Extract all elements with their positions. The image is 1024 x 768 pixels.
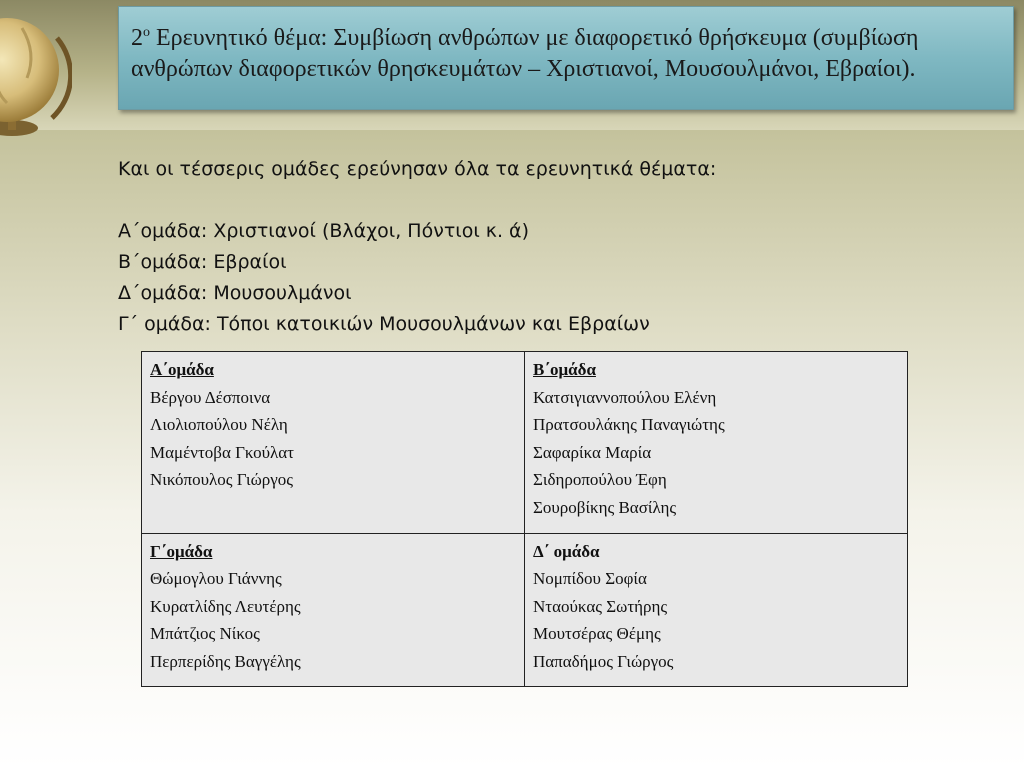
table-row bbox=[142, 533, 908, 686]
assignment-line: Γ΄ ομάδα: Τόποι κατοικιών Μουσουλμάνων και Εβραίων bbox=[118, 313, 650, 335]
member-name: Κυρατλίδης Λευτέρης bbox=[150, 596, 301, 616]
member-name: Σιδηροπούλου Έφη bbox=[533, 470, 667, 489]
group-cell-a bbox=[142, 352, 525, 534]
member-name: Παπαδήμος Γιώργος bbox=[533, 651, 674, 671]
group-cell-b bbox=[525, 352, 908, 534]
assignment-line: Α΄ομάδα: Χριστιανοί (Βλάχοι, Πόντιοι κ. ά) bbox=[118, 220, 529, 242]
member-name: Λιολιοπούλου Νέλη bbox=[150, 415, 288, 434]
member-name: Μπάτζιος Νίκος bbox=[150, 624, 260, 644]
globe-icon bbox=[0, 8, 72, 158]
group-heading: Α΄ομάδα bbox=[150, 360, 214, 379]
member-name: Σαφαρίκα Μαρία bbox=[533, 442, 652, 462]
group-heading: Γ΄ομάδα bbox=[150, 541, 213, 561]
member-name: Περπερίδης Βαγγέλης bbox=[150, 651, 301, 671]
member-name: Νομπίδου Σοφία bbox=[533, 569, 647, 589]
member-name: Νικόπουλος Γιώργος bbox=[150, 470, 293, 489]
assignment-line: Δ΄ομάδα: Μουσουλμάνοι bbox=[118, 282, 352, 304]
member-name: Πρατσουλάκης Παναγιώτης bbox=[533, 415, 725, 434]
intro-line: Και οι τέσσερις ομάδες ερεύνησαν όλα τα ερευνητικά θέματα: bbox=[118, 158, 717, 180]
assignment-line: Β΄ομάδα: Εβραίοι bbox=[118, 251, 287, 273]
table-row bbox=[142, 352, 908, 534]
group-heading: Δ΄ ομάδα bbox=[533, 541, 600, 561]
group-cell-d bbox=[525, 533, 908, 686]
member-name: Βέργου Δέσποινα bbox=[150, 387, 271, 407]
group-cell-c bbox=[142, 533, 525, 686]
groups-table bbox=[141, 351, 908, 687]
member-name: Μουτσέρας Θέμης bbox=[533, 624, 661, 644]
title-box bbox=[118, 6, 1014, 110]
member-name: Σουροβίκης Βασίλης bbox=[533, 497, 677, 517]
member-name: Θώμογλου Γιάννης bbox=[150, 569, 282, 589]
group-heading: Β΄ομάδα bbox=[533, 360, 596, 379]
member-name: Μαμέντοβα Γκούλατ bbox=[150, 442, 295, 462]
member-name: Νταούκας Σωτήρης bbox=[533, 596, 668, 616]
member-name: Κατσιγιαννοπούλου Ελένη bbox=[533, 387, 717, 407]
content-text bbox=[118, 154, 978, 340]
slide-title: $2^o$ Ερευνητικό θέμα: Συμβίωση ανθρώπων με διαφορετικό θρήσκευμα (συμβίωση ανθρώπων διαφορετικών θρησκευμάτων – Χριστιανοί, Μουσουλμάνοι, Εβραίοι). bbox=[131, 25, 919, 82]
